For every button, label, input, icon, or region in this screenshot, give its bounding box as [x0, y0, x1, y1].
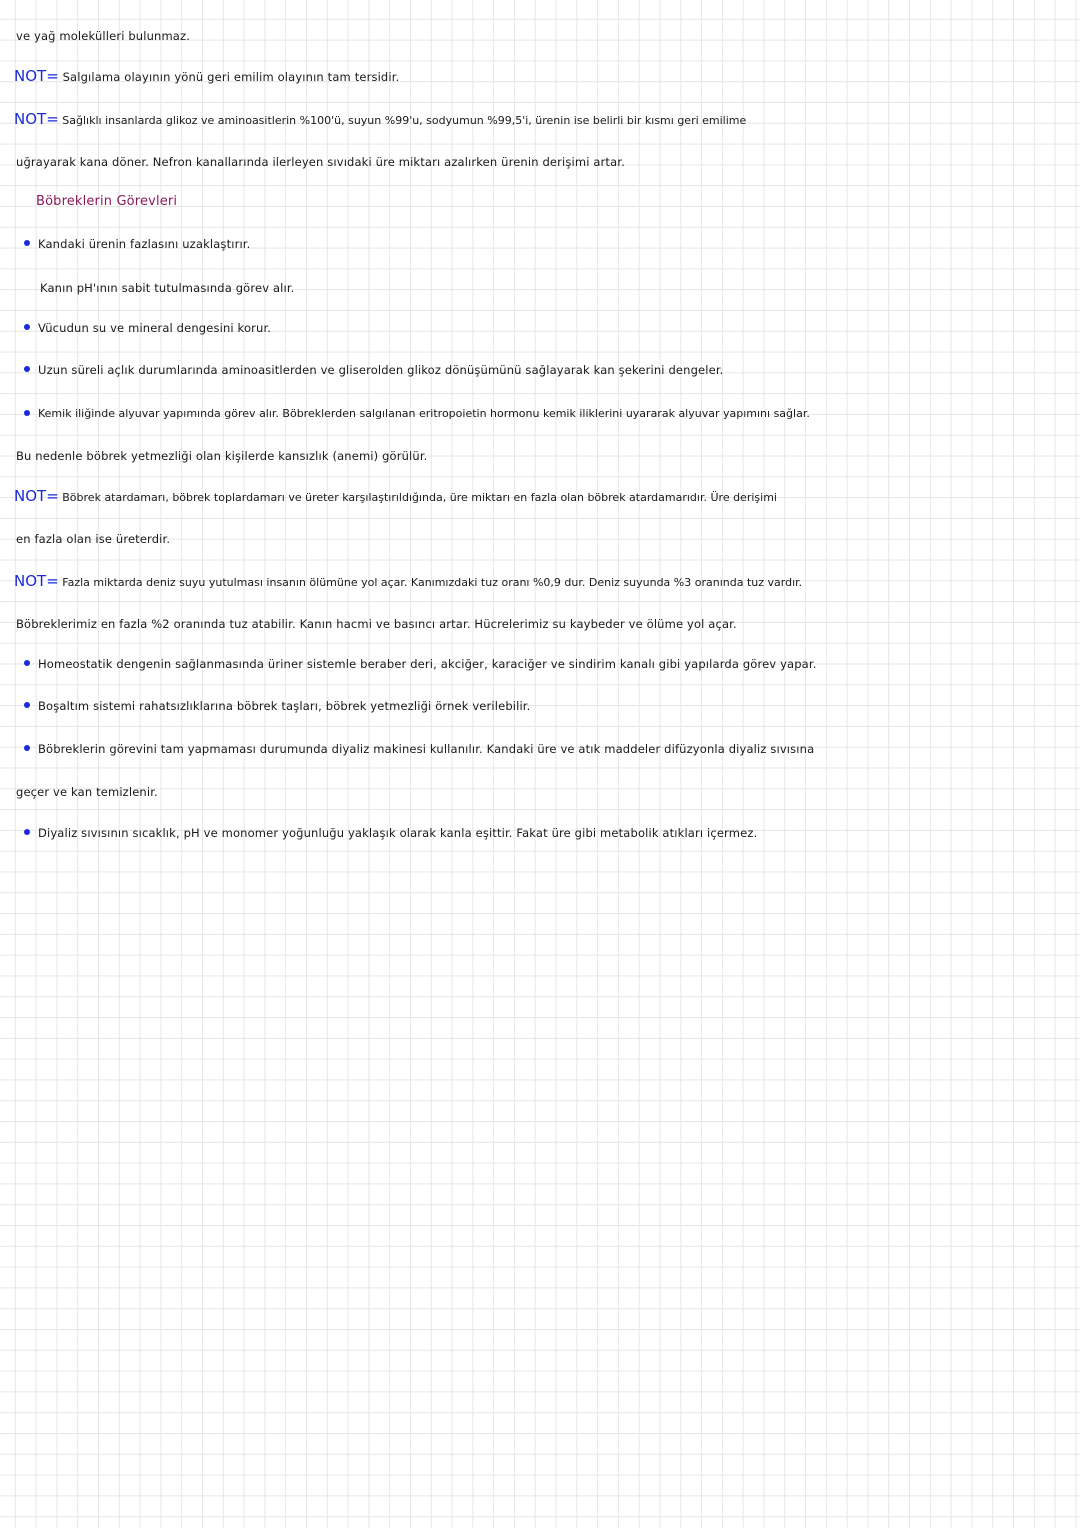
note-3: [14, 488, 777, 506]
bullet-icon: [24, 324, 30, 330]
note-2-text: Sağlıklı insanlarda glikoz ve aminoasitlerin %100'ü, suyun %99'u, sodyumun %99,5'i, ürenin ise belirli bir kısmı geri emilime: [62, 114, 747, 127]
note-3-text: Böbrek atardamarı, böbrek toplardamarı ve üreter karşılaştırıldığında, üre miktarı en fazla olan böbrek atardamarıdır. Üre derişimi: [62, 491, 777, 504]
bullet-icon: [24, 660, 30, 666]
note-label: NOT=: [14, 110, 59, 128]
text-line-1: ve yağ molekülleri bulunmaz.: [16, 29, 190, 43]
bullet-icon: [24, 829, 30, 835]
bullet-text-5: Homeostatik dengenin sağlanmasında üriner sistemle beraber deri, akciğer, karaciğer ve sindirim kanalı gibi yapılarda görev yapar.: [38, 657, 817, 671]
bullet-icon: [24, 702, 30, 708]
bullet-icon: [24, 366, 30, 372]
bullet-text-2: Vücudun su ve mineral dengesini korur.: [38, 321, 272, 335]
note-2: [14, 111, 746, 129]
note-4-text: Fazla miktarda deniz suyu yutulması insanın ölümüne yol açar. Kanımızdaki tuz oranı %0,9 dur. Deniz suyunda %3 oranında tuz vardır.: [62, 576, 803, 589]
bullet-text-6: Boşaltım sistemi rahatsızlıklarına böbrek taşları, böbrek yetmezliği örnek verilebilir.: [38, 699, 531, 713]
note-1: [14, 68, 399, 85]
bullet-text-8: Diyaliz sıvısının sıcaklık, pH ve monomer yoğunluğu yaklaşık olarak kanla eşittir. Fakat üre gibi metabolik atıkları içermez.: [38, 826, 758, 840]
bullet-text-7: Böbreklerin görevini tam yapmaması durumunda diyaliz makinesi kullanılır. Kandaki üre ve atık maddeler difüzyonla diyaliz sıvısına: [38, 742, 815, 756]
text-line-6: Kanın pH'ının sabit tutulmasında görev alır.: [40, 281, 295, 295]
note-label: NOT=: [14, 487, 59, 505]
text-line-4: uğrayarak kana döner. Nefron kanallarında ilerleyen sıvıdaki üre miktarı azalırken ürenin derişimi artar.: [16, 155, 625, 169]
bullet-icon: [24, 410, 30, 416]
note-label: NOT=: [14, 67, 59, 85]
section-heading: Böbreklerin Görevleri: [36, 194, 178, 209]
bullet-text-3: Uzun süreli açlık durumlarında aminoasitlerden ve gliserolden glikoz dönüşümünü sağlayarak kan şekerini dengeler.: [38, 363, 724, 377]
text-line-10: Bu nedenle böbrek yetmezliği olan kişilerde kansızlık (anemi) görülür.: [16, 449, 428, 463]
text-line-18: geçer ve kan temizlenir.: [16, 785, 158, 799]
note-4: [14, 573, 802, 591]
text-line-12: en fazla olan ise üreterdir.: [16, 532, 171, 546]
bullet-text-4: Kemik iliğinde alyuvar yapımında görev alır. Böbreklerden salgılanan eritropoietin hormonu kemik iliklerini uyararak alyuvar yapımını sağlar.: [38, 407, 810, 420]
note-label: NOT=: [14, 572, 59, 590]
bullet-icon: [24, 745, 30, 751]
bullet-text-1: Kandaki ürenin fazlasını uzaklaştırır.: [38, 237, 251, 251]
note-1-text: Salgılama olayının yönü geri emilim olayının tam tersidir.: [62, 70, 400, 84]
text-line-14: Böbreklerimiz en fazla %2 oranında tuz atabilir. Kanın hacmi ve basıncı artar. Hücrelerimiz su kaybeder ve ölüme yol açar.: [16, 617, 737, 631]
bullet-icon: [24, 240, 30, 246]
